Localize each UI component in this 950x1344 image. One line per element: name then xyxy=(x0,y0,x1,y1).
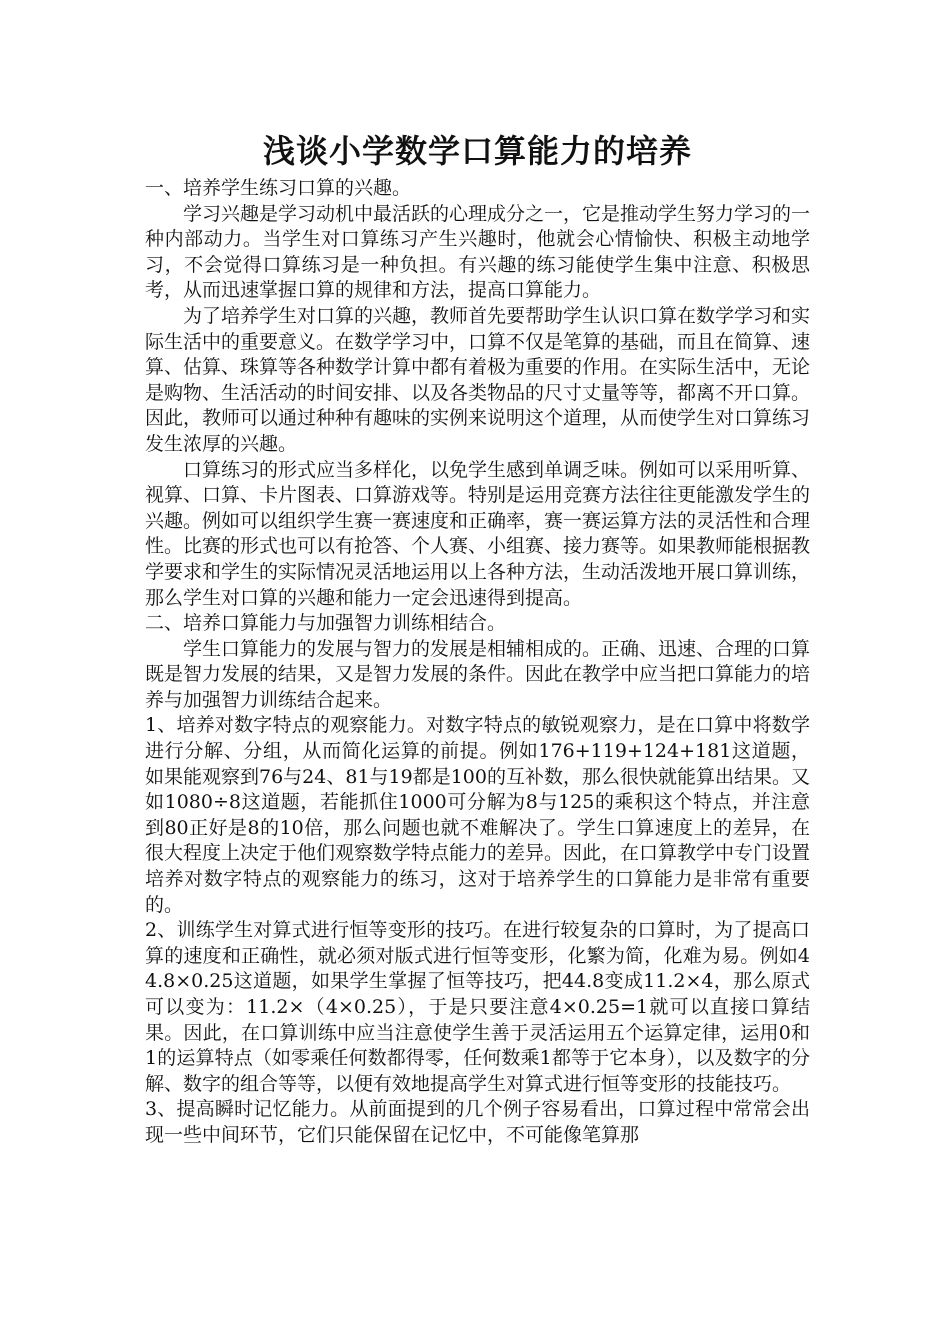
document-body xyxy=(145,176,810,1149)
paragraph: 口算练习的形式应当多样化，以免学生感到单调乏味。例如可以采用听算、视算、口算、卡片图表、口算游戏等。特别是运用竞赛方法往往更能激发学生的兴趣。例如可以组织学生赛一赛速度和正确率，赛一赛运算方法的灵活性和合理性。比赛的形式也可以有抢答、个人赛、小组赛、接力赛等。如果教师能根据教学要求和学生的实际情况灵活地运用以上各种方法，生动活泼地开展口算训练，那么学生对口算的兴趣和能力一定会迅速得到提高。 xyxy=(145,458,811,609)
document-title: 浅谈小学数学口算能力的培养 xyxy=(262,132,692,170)
paragraph: 学生口算能力的发展与智力的发展是相辅相成的。正确、迅速、合理的口算既是智力发展的结果，又是智力发展的条件。因此在教学中应当把口算能力的培养与加强智力训练结合起来。 xyxy=(145,637,811,711)
paragraph: 为了培养学生对口算的兴趣，教师首先要帮助学生认识口算在数学学习和实际生活中的重要意义。在数学学习中，口算不仅是笔算的基础，而且在简算、速算、估算、珠算等各种数学计算中都有着极为重要的作用。在实际生活中，无论是购物、生活活动的时间安排、以及各类物品的尺寸丈量等等，都离不开口算。因此，教师可以通过种种有趣味的实例来说明这个道理，从而使学生对口算练习发生浓厚的兴趣。 xyxy=(145,304,811,455)
numbered-paragraph-2: 2、训练学生对算式进行恒等变形的技巧。在进行较复杂的口算时，为了提高口算的速度和正确性，就必须对版式进行恒等变形，化繁为简，化难为易。例如44.8×0.25这道题，如果学生掌握了恒等技巧，把44.8变成11.2×4，那么原式可以变为：11.2×（4×0.25），于是只要注意4×0.25=1就可以直接口算结果。因此，在口算训练中应当注意使学生善于灵活运用五个运算定律，运用0和1的运算特点（如零乘任何数都得零，任何数乘1都等于它本身），以及数字的分解、数字的组合等等，以便有效地提高学生对算式进行恒等变形的技能技巧。 xyxy=(145,919,810,1095)
paragraph: 学习兴趣是学习动机中最活跃的心理成分之一，它是推动学生努力学习的一种内部动力。当学生对口算练习产生兴趣时，他就会心情愉快、积极主动地学习，不会觉得口算练习是一种负担。有兴趣的练习能使学生集中注意、积极思考，从而迅速掌握口算的规律和方法，提高口算能力。 xyxy=(145,202,811,302)
section-heading-2: 二、培养口算能力与加强智力训练相结合。 xyxy=(145,612,507,635)
numbered-paragraph-3: 3、提高瞬时记忆能力。从前面提到的几个例子容易看出，口算过程中常常会出现一些中间环节，它们只能保留在记忆中，不可能像笔算那 xyxy=(145,1098,810,1146)
section-heading-1: 一、培养学生练习口算的兴趣。 xyxy=(145,177,412,199)
numbered-paragraph-1: 1、培养对数字特点的观察能力。对数字特点的敏锐观察力，是在口算中将数学进行分解、分组，从而简化运算的前提。例如176+119+124+181这道题，如果能观察到76与24、81与19都是100的互补数，那么很快就能算出结果。又如1080÷8这道题，若能抓住1000可分解为8与125的乘积这个特点，并注意到80正好是8的10倍，那么问题也就不难解决了。学生口算速度上的差异，在很大程度上决定于他们观察数学特点能力的差异。因此，在口算教学中专门设置培养对数字特点的观察能力的练习，这对于培养学生的口算能力是非常有重要的。 xyxy=(145,714,811,916)
document-page xyxy=(145,128,810,1149)
